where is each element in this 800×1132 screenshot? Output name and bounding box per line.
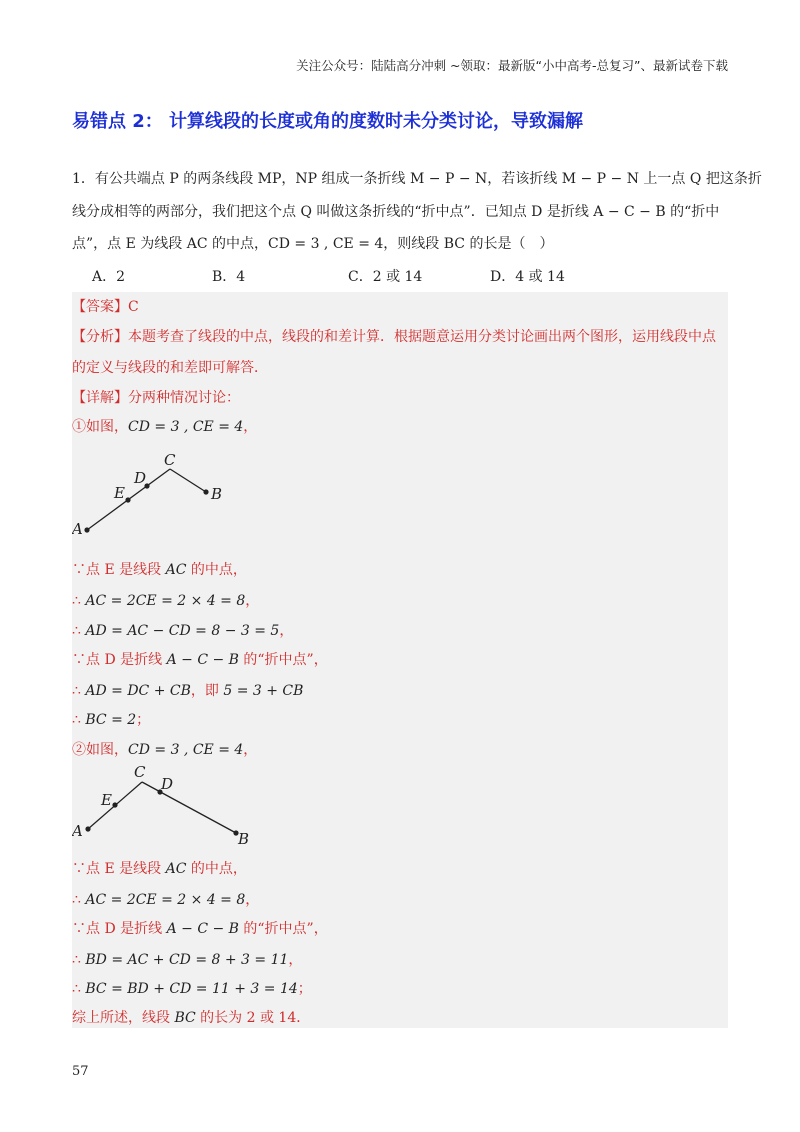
conclusion-line: 综上所述，线段 BC 的长为 2 或 14． xyxy=(72,1010,311,1026)
label-d: D xyxy=(161,775,174,793)
segment-cb xyxy=(170,469,206,492)
case1-step-1: ∵点 E 是线段 AC 的中点， xyxy=(72,562,247,578)
choice-d[interactable]: D．4 或 14 xyxy=(490,269,565,285)
label-e: E xyxy=(101,791,112,809)
choice-a[interactable]: A．2 xyxy=(92,269,126,285)
point-b xyxy=(203,489,208,494)
label-b: B xyxy=(211,485,223,503)
answer-line: 【答案】C xyxy=(72,299,139,315)
label-e: E xyxy=(114,484,125,502)
choice-c[interactable]: C．2 或 14 xyxy=(348,269,423,285)
label-b: B xyxy=(238,830,250,848)
case2-step-4: ∴ BD = AC + CD = 8 + 3 = 11， xyxy=(72,952,303,968)
case2-step-3: ∵点 D 是折线 A − C − B 的“折中点”， xyxy=(72,921,328,937)
choice-b[interactable]: B．4 xyxy=(212,269,246,285)
case1-step-6: ∴ BC = 2； xyxy=(72,712,151,728)
case1-step-4: ∵点 D 是折线 A − C − B 的“折中点”， xyxy=(72,652,328,668)
label-c: C xyxy=(164,451,176,469)
point-a xyxy=(85,826,90,831)
point-e xyxy=(112,802,117,807)
analysis-line-2: 的定义与线段的和差即可解答． xyxy=(72,360,268,376)
detail-heading: 【详解】分两种情况讨论： xyxy=(72,390,240,406)
case1-step-5: ∴ AD = DC + CB，即 5 = 3 + CB xyxy=(72,683,304,699)
point-a xyxy=(84,527,89,532)
case2-intro: ②如图，CD = 3 , CE = 4， xyxy=(72,742,258,758)
question-line-3: 点”，点 E 为线段 AC 的中点，CD = 3 , CE = 4，则线段 BC 的长是（ ） xyxy=(72,236,554,252)
page-number: 57 xyxy=(72,1064,89,1079)
case2-step-1: ∵点 E 是线段 AC 的中点， xyxy=(72,861,247,877)
label-d: D xyxy=(134,469,147,487)
question-line-2: 线分成相等的两部分，我们把这个点 Q 叫做这条折线的“折中点”．已知点 D 是折线 A − C − B 的“折中 xyxy=(72,204,720,220)
case1-intro: ①如图，CD = 3 , CE = 4， xyxy=(72,419,258,435)
case1-step-2: ∴ AC = 2CE = 2 × 4 = 8， xyxy=(72,593,260,609)
label-a: A xyxy=(72,520,83,538)
point-e xyxy=(125,497,130,502)
question-line-1: 1．有公共端点 P 的两条线段 MP，NP 组成一条折线 M − P − N，若该折线 M − P − N 上一点 Q 把这条折 xyxy=(72,171,762,187)
label-a: A xyxy=(72,822,83,840)
case2-figure xyxy=(72,764,272,850)
case1-figure xyxy=(72,446,252,541)
section-heading: 易错点 2： 计算线段的长度或角的度数时未分类讨论，导致漏解 xyxy=(72,111,584,132)
analysis-line-1: 【分析】本题考查了线段的中点，线段的和差计算．根据题意运用分类讨论画出两个图形，运用线段中点 xyxy=(72,329,716,345)
case2-step-2: ∴ AC = 2CE = 2 × 4 = 8， xyxy=(72,892,260,908)
page-header: 关注公众号：陆陆高分冲刺 ~领取：最新版“小中高考-总复习”、最新试卷下载 xyxy=(296,58,728,73)
label-c: C xyxy=(134,764,146,781)
case1-step-3: ∴ AD = AC − CD = 8 − 3 = 5， xyxy=(72,623,294,639)
segment-cb xyxy=(142,782,236,833)
case2-step-5: ∴ BC = BD + CD = 11 + 3 = 14； xyxy=(72,981,312,997)
